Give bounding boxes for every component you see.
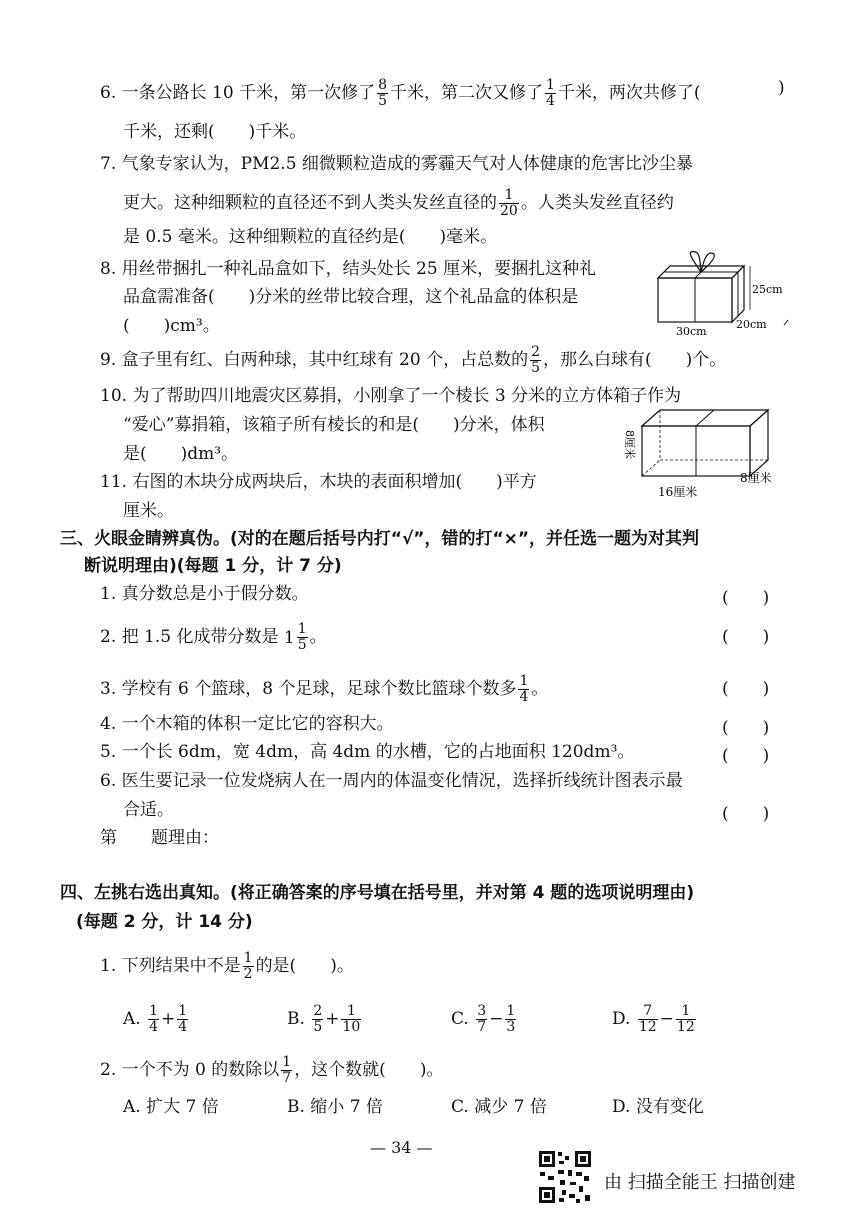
tf-item-1: 1. 真分数总是小于假分数。	[100, 584, 309, 604]
section3-heading-line1: 三、火眼金睛辨真伪。(对的在题后括号内打“√”，错的打“×”，并任选一题为对其判	[60, 529, 700, 549]
mc-q1-option-d[interactable]: D. $\frac{7}{12}$ − $\frac{1}{12}$	[612, 1003, 695, 1035]
mc-q2-option-b[interactable]: B. 缩小 7 倍	[287, 1097, 383, 1117]
answer-paren[interactable]: ( )	[722, 746, 770, 766]
tf-item-6-cont: 合适。	[123, 800, 174, 820]
block-width-label: 8厘米	[740, 471, 772, 485]
page-number: — 34 —	[370, 1138, 433, 1157]
section4-heading-line2: (每题 2 分，计 14 分)	[76, 912, 253, 932]
section3-heading-line2: 断说明理由)(每题 1 分，计 7 分)	[84, 556, 342, 576]
mc-q1: 1. 下列结果中不是 $\frac{1}{2}$ 的是( )。	[100, 950, 354, 982]
answer-paren[interactable]: ( )	[722, 679, 770, 699]
answer-paren[interactable]: ( )	[722, 804, 770, 824]
mc-q1-option-b[interactable]: B. $\frac{2}{5}$ + $\frac{1}{10}$	[287, 1003, 361, 1035]
mc-q2-option-d[interactable]: D. 没有变化	[612, 1097, 704, 1117]
reason-line[interactable]: 第 题理由：	[100, 828, 219, 848]
block-height-label: 8厘米	[623, 430, 636, 459]
q6-line1: 6. 一条公路长 10 千米，第一次修了 $\frac{8}{5}$ 千米，第二次又修了 $\frac{1}{4}$ 千米，两次共修了(	[100, 77, 701, 109]
answer-paren[interactable]: ( )	[722, 627, 770, 647]
fraction: $\frac{2}{5}$	[531, 344, 541, 376]
q6-paren-end: )	[778, 78, 785, 98]
q10-line1: 10. 为了帮助四川地震灾区募捐，小刚拿了一个棱长 3 分米的立方体箱子作为	[100, 386, 682, 406]
tf-item-2: 2. 把 1.5 化成带分数是 1 $\frac{1}{5}$ 。	[100, 621, 327, 653]
q10-line2: “爱心”募捐箱，该箱子所有棱长的和是( )分米，体积	[123, 415, 545, 435]
q7-line3: 是 0.5 毫米。这种细颗粒的直径约是( )毫米。	[123, 227, 498, 247]
box-depth-label: 20cm	[736, 318, 767, 331]
q11-line2: 厘米。	[123, 501, 174, 521]
q8-line2: 品盒需准备( )分米的丝带比较合理，这个礼品盒的体积是	[123, 287, 579, 307]
mc-q2: 2. 一个不为 0 的数除以 $\frac{1}{7}$ ，这个数就( )。	[100, 1054, 444, 1086]
tf-item-5: 5. 一个长 6dm，宽 4dm，高 4dm 的水槽，它的占地面积 120dm³。	[100, 742, 635, 762]
q9-line: 9. 盒子里有红、白两种球，其中红球有 20 个，占总数的 $\frac{2}{5}$ ，那么白球有( )个。	[100, 344, 727, 376]
q10-line3: 是( )dm³。	[123, 444, 239, 464]
mc-q2-option-a[interactable]: A. 扩大 7 倍	[123, 1097, 219, 1117]
q8-line3: ( )cm³。	[123, 316, 220, 336]
answer-paren[interactable]: ( )	[722, 588, 770, 608]
gift-box-figure	[650, 248, 800, 338]
q6-line2: 千米，还剩( )千米。	[123, 122, 307, 142]
answer-paren[interactable]: ( )	[722, 718, 770, 738]
mc-q2-option-c[interactable]: C. 减少 7 倍	[451, 1097, 547, 1117]
fraction: $\frac{1}{7}$	[282, 1054, 292, 1086]
tf-item-6: 6. 医生要记录一位发烧病人在一周内的体温变化情况，选择折线统计图表示最	[100, 771, 683, 791]
tf-item-3: 3. 学校有 6 个篮球，8 个足球，足球个数比篮球个数多 $\frac{1}{4}$ 。	[100, 673, 549, 705]
fraction: $\frac{1}{4}$	[546, 77, 555, 109]
tf-item-4: 4. 一个木箱的体积一定比它的容积大。	[100, 714, 394, 734]
q7-line1: 7. 气象专家认为，PM2.5 细微颗粒造成的雾霾天气对人体健康的危害比沙尘暴	[100, 154, 693, 174]
q11-line1: 11. 右图的木块分成两块后，木块的表面积增加( )平方	[100, 472, 537, 492]
box-width-label: 30cm	[676, 325, 707, 338]
section4-heading-line1: 四、左挑右选出真知。(将正确答案的序号填在括号里，并对第 4 题的选项说明理由)	[60, 883, 695, 903]
wood-block-figure	[612, 404, 792, 504]
fraction: $\frac{8}{5}$	[378, 77, 388, 109]
q8-line1: 8. 用丝带捆扎一种礼品盒如下，结头处长 25 厘米，要捆扎这种礼	[100, 259, 597, 279]
block-length-label: 16厘米	[658, 485, 698, 499]
mixed-number: 1 $\frac{1}{5}$	[283, 621, 307, 653]
mc-q1-option-c[interactable]: C. $\frac{3}{7}$ − $\frac{1}{3}$	[451, 1003, 516, 1035]
qr-code-icon	[538, 1150, 592, 1204]
q7-line2: 更大。这种细颗粒的直径还不到人类头发丝直径的 $\frac{1}{20}$ 。人类头发丝直径约	[123, 187, 674, 219]
fraction: $\frac{1}{20}$	[500, 187, 518, 219]
fraction: $\frac{1}{2}$	[243, 950, 253, 982]
fraction: $\frac{1}{4}$	[519, 673, 529, 705]
box-height-label: 25cm	[752, 283, 783, 296]
mc-q1-option-a[interactable]: A. $\frac{1}{4}$ + $\frac{1}{4}$	[123, 1003, 188, 1035]
scanner-watermark: 由 扫描全能王 扫描创建	[604, 1172, 796, 1193]
